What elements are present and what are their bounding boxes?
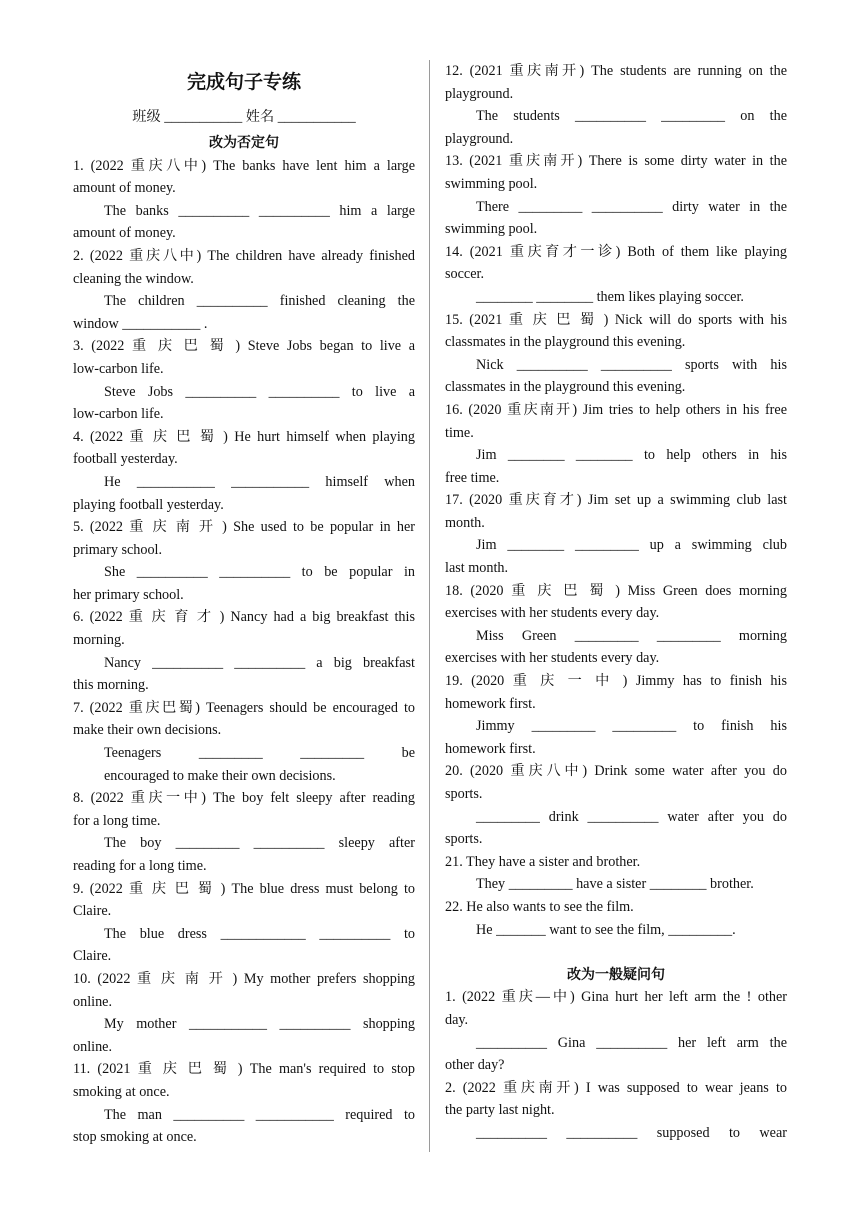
answer-line: Jimmy _________ _________ to finish his: [476, 718, 787, 735]
right-exercise-list: [445, 60, 787, 1145]
answer-line: The boy _________ __________ sleepy after: [104, 835, 415, 852]
exercise-line: primary school.: [73, 541, 163, 558]
exercise-line: amount of money.: [73, 180, 176, 197]
exercise-line: 2. (2022 重庆八中) The children have already finished: [73, 247, 415, 264]
answer-line: The students __________ _________ on the: [476, 108, 787, 125]
exercise-line: 21. They have a sister and brother.: [445, 853, 641, 870]
exercise-line: 19. (2020 重 庆 一 中 ) Jimmy has to finish his: [445, 673, 787, 690]
exercise-line: amount of money.: [73, 225, 176, 242]
answer-line: She __________ __________ to be popular in: [104, 564, 415, 581]
exercise-line: 15. (2021 重 庆 巴 蜀 ) Nick will do sports with his: [445, 311, 787, 328]
exercise-line: soccer.: [445, 266, 484, 283]
exercise-line: exercises with her students every day.: [445, 605, 660, 622]
exercise-line: make their own decisions.: [73, 722, 222, 739]
exercise-line: 13. (2021 重庆南开) There is some dirty water in the: [445, 153, 787, 170]
exercise-line: 1. (2022 重庆八中) The banks have lent him a large: [73, 157, 415, 174]
exercise-line: 14. (2021 重庆育才一诊) Both of them like playing: [445, 243, 787, 260]
answer-line: They _________ have a sister ________ brother.: [476, 876, 754, 893]
exercise-line: 6. (2022 重 庆 育 才 ) Nancy had a big breakfast this: [73, 609, 415, 626]
exercise-line: 4. (2022 重 庆 巴 蜀 ) He hurt himself when playing: [73, 428, 415, 445]
spacer: [445, 941, 787, 964]
answer-line: Steve Jobs __________ __________ to live a: [104, 383, 415, 400]
exercise-line: swimming pool.: [445, 175, 538, 192]
exercise-line: other day?: [445, 1057, 505, 1074]
exercise-line: smoking at once.: [73, 1083, 170, 1100]
answer-line: There _________ __________ dirty water in the: [476, 198, 787, 215]
exercise-line: playground.: [445, 130, 514, 147]
exercise-line: 22. He also wants to see the film.: [445, 898, 634, 915]
exercise-line: playground.: [445, 85, 514, 102]
exercise-line: 7. (2022 重庆巴蜀) Teenagers should be encouraged to: [73, 699, 415, 716]
exercise-line: cleaning the window.: [73, 270, 194, 287]
exercise-line: last month.: [445, 560, 509, 577]
answer-line: The banks __________ __________ him a large: [104, 202, 415, 219]
exercise-line: football yesterday.: [73, 451, 178, 468]
answer-line: The children __________ finished cleaning the: [104, 293, 415, 310]
exercise-line: homework first.: [445, 695, 536, 712]
answer-line: The man __________ ___________ required to: [104, 1106, 415, 1123]
answer-line: __________ Gina __________ her left arm the: [476, 1034, 787, 1051]
exercise-line: 11. (2021 重 庆 巴 蜀 ) The man's required to stop: [73, 1061, 415, 1078]
exercise-line: the party last night.: [445, 1102, 555, 1119]
exercise-line: classmates in the playground this evening.: [445, 334, 686, 351]
column-divider: [429, 60, 430, 1152]
left-column: [73, 60, 415, 1149]
exercise-line: 3. (2022 重 庆 巴 蜀 ) Steve Jobs began to live a: [73, 338, 415, 355]
exercise-line: 20. (2020 重庆八中) Drink some water after you do: [445, 763, 787, 780]
exercise-line: day.: [445, 1011, 469, 1028]
answer-line: He ___________ ___________ himself when: [104, 473, 415, 490]
exercise-line: this morning.: [73, 677, 149, 694]
answer-line: My mother ___________ __________ shopping: [104, 1016, 415, 1033]
exercise-line: playing football yesterday.: [73, 496, 224, 513]
answer-line: _________ drink __________ water after you do: [476, 808, 787, 825]
exercise-line: low-carbon life.: [73, 406, 164, 423]
exercise-line: 9. (2022 重 庆 巴 蜀 ) The blue dress must belong to: [73, 880, 415, 897]
page-title: 完成句子专练: [186, 71, 301, 93]
exercise-line: morning.: [73, 632, 125, 649]
exercise-line: 17. (2020 重庆育才) Jim set up a swimming club last: [445, 492, 787, 509]
answer-line: He _______ want to see the film, _________.: [476, 921, 736, 938]
class-name-line: 班级 ___________ 姓名 ___________: [132, 109, 356, 125]
exercise-line: month.: [445, 514, 485, 531]
answer-line: Miss Green _________ _________ morning: [476, 627, 787, 644]
exercise-line: sports.: [445, 786, 483, 802]
exercise-line: 8. (2022 重庆一中) The boy felt sleepy after reading: [73, 790, 415, 807]
exercise-line: low-carbon life.: [73, 360, 164, 377]
answer-line: Nick __________ __________ sports with his: [476, 356, 787, 373]
exercise-line: 12. (2021 重庆南开) The students are running on the: [445, 63, 787, 79]
exercise-line: online.: [73, 993, 113, 1010]
exercise-line: classmates in the playground this evening.: [445, 379, 686, 396]
exercise-line: swimming pool.: [445, 221, 538, 238]
exercise-line: homework first.: [445, 740, 536, 757]
exercise-line: 16. (2020 重庆南开) Jim tries to help others in his free: [445, 401, 787, 418]
exercise-line: 2. (2022 重庆南开) I was supposed to wear jeans to: [445, 1079, 787, 1096]
answer-line: Jim ________ _________ up a swimming club: [476, 537, 787, 554]
exercise-line: for a long time.: [73, 812, 161, 829]
section-heading: 改为一般疑问句: [567, 966, 665, 983]
exercise-line: 5. (2022 重 庆 南 开 ) She used to be popular in her: [73, 519, 415, 536]
answer-line: The blue dress ____________ __________ to: [104, 925, 415, 942]
answer-line: Teenagers _________ _________ be: [104, 745, 415, 762]
exercise-line: exercises with her students every day.: [445, 650, 660, 667]
exercise-line: time.: [445, 424, 474, 441]
exercise-line: 18. (2020 重 庆 巴 蜀 ) Miss Green does morning: [445, 582, 787, 599]
exercise-line: sports.: [445, 831, 483, 848]
section-heading: 改为否定句: [209, 135, 279, 151]
exercise-line: free time.: [445, 469, 500, 486]
left-exercise-list: [73, 132, 415, 1149]
exercise-line: 1. (2022 重庆—中) Gina hurt her left arm the ! other: [445, 989, 787, 1006]
exercise-line: 10. (2022 重 庆 南 开 ) My mother prefers shopping: [73, 970, 415, 987]
answer-line: encouraged to make their own decisions.: [104, 767, 336, 784]
exercise-line: stop smoking at once.: [73, 1129, 197, 1146]
answer-line: Nancy __________ __________ a big breakfast: [104, 654, 415, 671]
exercise-line: Claire.: [73, 903, 112, 920]
right-column: [445, 60, 787, 1145]
answer-line: __________ __________ supposed to wear: [476, 1124, 787, 1141]
exercise-line: Claire.: [73, 948, 112, 965]
exercise-line: window ___________ .: [73, 315, 208, 332]
exercise-line: reading for a long time.: [73, 858, 207, 874]
answer-line: Jim ________ ________ to help others in his: [476, 447, 787, 464]
exercise-line: her primary school.: [73, 586, 184, 603]
answer-line: ________ ________ them likes playing soccer.: [476, 288, 744, 305]
exercise-line: online.: [73, 1038, 113, 1055]
